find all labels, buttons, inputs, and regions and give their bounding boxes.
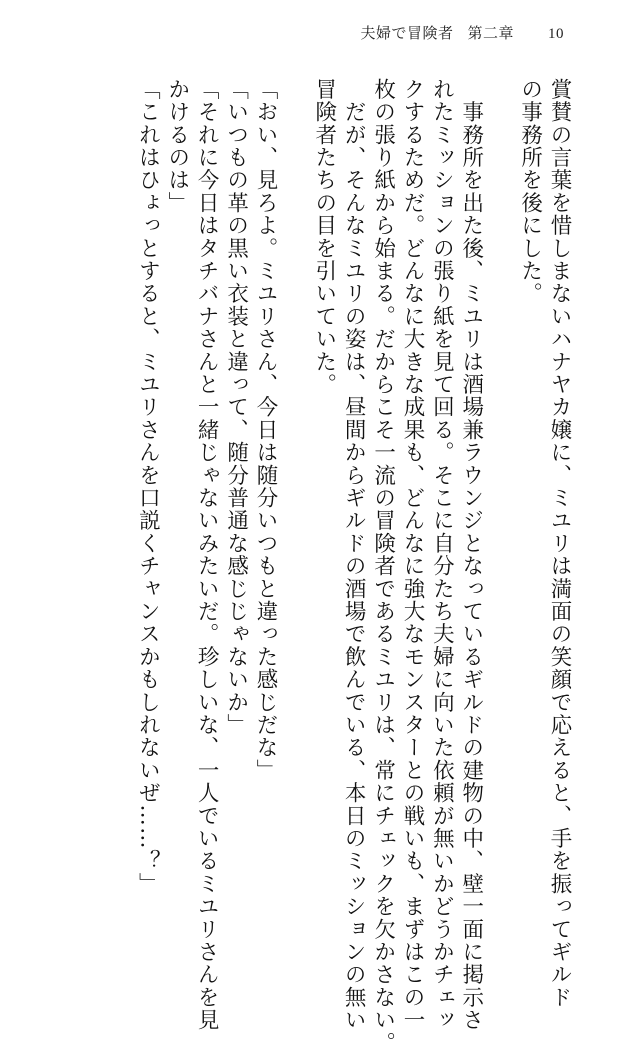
dialogue-line: 「それに今日はタチバナさんと一緒じゃないみたいだ。珍しいな、一人でいるミユリさんを見 bbox=[194, 78, 220, 1032]
blank-line bbox=[280, 78, 309, 858]
dialogue-line: かけるのは」 bbox=[164, 78, 190, 215]
blank-line bbox=[486, 78, 515, 858]
page-number: 10 bbox=[548, 26, 564, 42]
text-line: 冒険者たちの目を引いていた。 bbox=[311, 78, 337, 396]
text-line: れたミッションの張り紙を見て回る。そこに自分たち夫婦に向いた依頼が無いかどうかチェッ bbox=[429, 78, 455, 1032]
book-title: 夫婦で冒険者 bbox=[360, 24, 454, 42]
dialogue-line: 「これはひょっとすると、ミユリさんを口説くチャンスかもしれないぜ……？」 bbox=[135, 78, 161, 896]
text-line: だが、そんなミユリの姿は、昼間からギルドの酒場で飲んでいる、本日のミッションの無い bbox=[341, 78, 367, 1032]
chapter-label: 第二章 bbox=[467, 24, 514, 42]
text-line: クするためだ。どんなに大きな成果も、どんなに強大なモンスターとの戦いも、まずはこの一 bbox=[399, 78, 425, 1032]
text-line: 賞賛の言葉を惜しまないハナヤカ嬢に、ミユリは満面の笑顔で応えると、手を振ってギルド bbox=[547, 78, 572, 1009]
text-line: 事務所を出た後、ミユリは酒場兼ラウンジとなっているギルドの建物の中、壁一面に掲示さ bbox=[458, 78, 484, 1032]
body-text bbox=[133, 78, 574, 1054]
dialogue-line: 「いつもの革の黒い衣装と違って、随分普通な感じじゃないか」 bbox=[223, 78, 249, 737]
text-line: の事務所を後にした。 bbox=[517, 78, 543, 305]
text-line: 枚の張り紙から始まる。だからこそ一流の冒険者であるミユリは、常にチェックを欠かさない。 bbox=[370, 78, 396, 1054]
dialogue-line: 「おい、見ろよ。ミユリさん、今日は随分いつもと違った感じだな」 bbox=[252, 78, 278, 782]
running-header bbox=[360, 22, 564, 43]
